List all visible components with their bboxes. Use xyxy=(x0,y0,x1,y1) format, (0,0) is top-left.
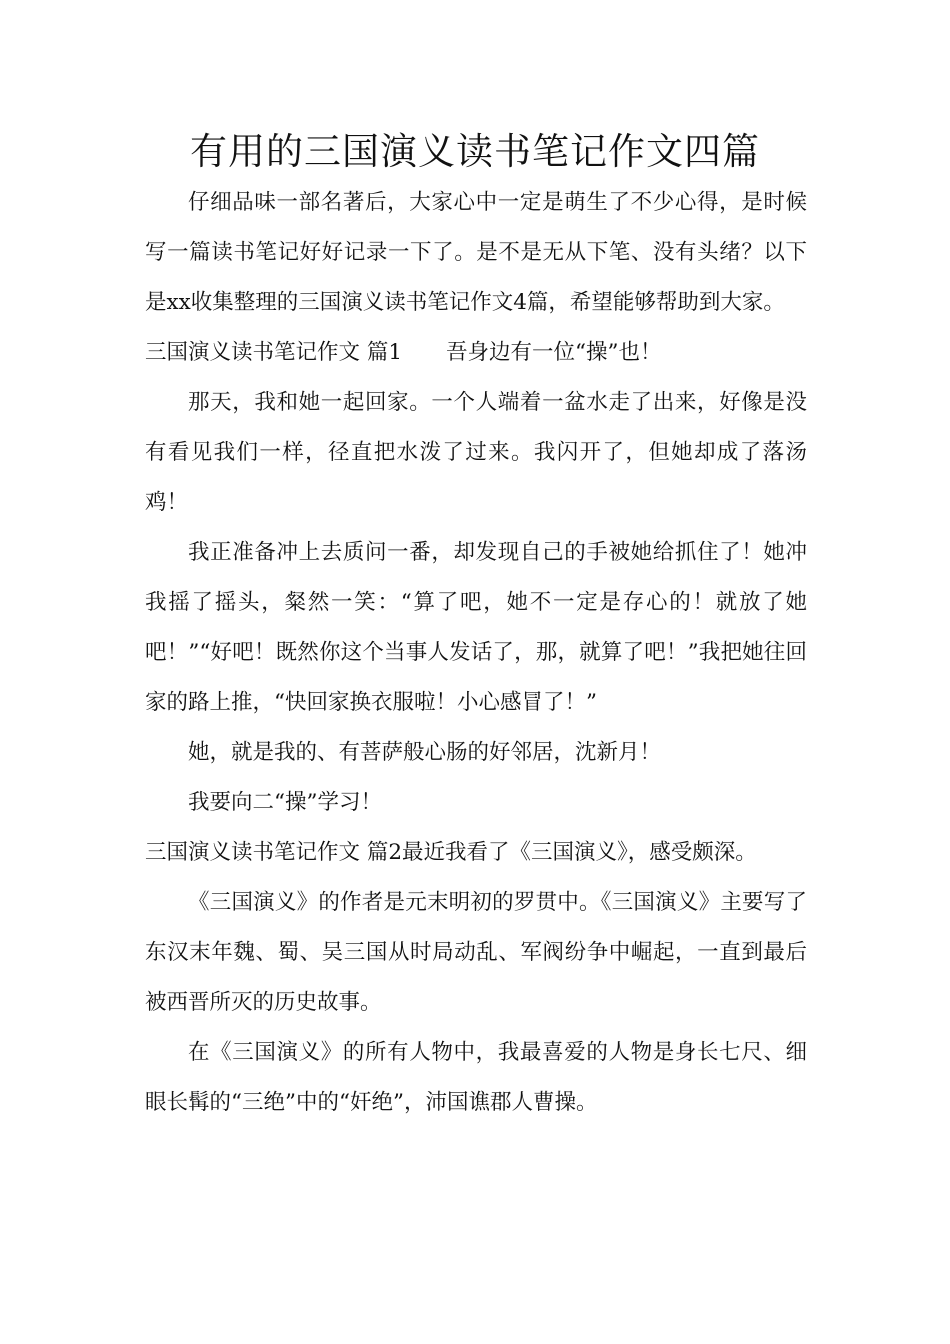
section-heading-2 xyxy=(145,828,807,878)
section-label-2: 三国演义读书笔记作文 篇2 xyxy=(145,840,403,865)
body-paragraph: 我正准备冲上去质问一番，却发现自己的手被她给抓住了！她冲我摇了摇头，粲然一笑：“算了吧，她不一定是存心的！就放了她吧！”“好吧！既然你这个当事人发话了，那，就算了吧！”我把她往回家的路上推，“快回家换衣服啦！小心感冒了！” xyxy=(145,540,807,715)
section-heading-1 xyxy=(145,328,807,378)
body-paragraph: 《三国演义》的作者是元末明初的罗贯中。《三国演义》主要写了东汉末年魏、蜀、吴三国从时局动乱、军阀纷争中崛起，一直到最后被西晋所灭的历史故事。 xyxy=(145,890,807,1015)
document-body xyxy=(145,178,807,1128)
section-label-1: 三国演义读书笔记作文 篇1 xyxy=(145,340,403,365)
body-paragraph: 她，就是我的、有菩萨般心肠的好邻居，沈新月！ xyxy=(188,740,662,765)
section-lead-1: 吾身边有一位“操”也！ xyxy=(446,340,662,365)
section-lead-2: 最近我看了《三国演义》，感受颇深。 xyxy=(402,840,757,865)
intro-paragraph: 仔细品味一部名著后，大家心中一定是萌生了不少心得，是时候写一篇读书笔记好好记录一下了。是不是无从下笔、没有头绪？以下是xx收集整理的三国演义读书笔记作文4篇，希望能够帮助到大家。 xyxy=(145,190,807,315)
document-title: 有用的三国演义读书笔记作文四篇 xyxy=(190,130,760,173)
body-paragraph: 我要向二“操”学习！ xyxy=(188,790,382,815)
body-paragraph: 在《三国演义》的所有人物中，我最喜爱的人物是身长七尺、细眼长髯的“三绝”中的“奸绝”，沛国谯郡人曹操。 xyxy=(145,1040,807,1115)
body-paragraph: 那天，我和她一起回家。一个人端着一盆水走了出来，好像是没有看见我们一样，径直把水泼了过来。我闪开了，但她却成了落汤鸡！ xyxy=(145,390,807,515)
